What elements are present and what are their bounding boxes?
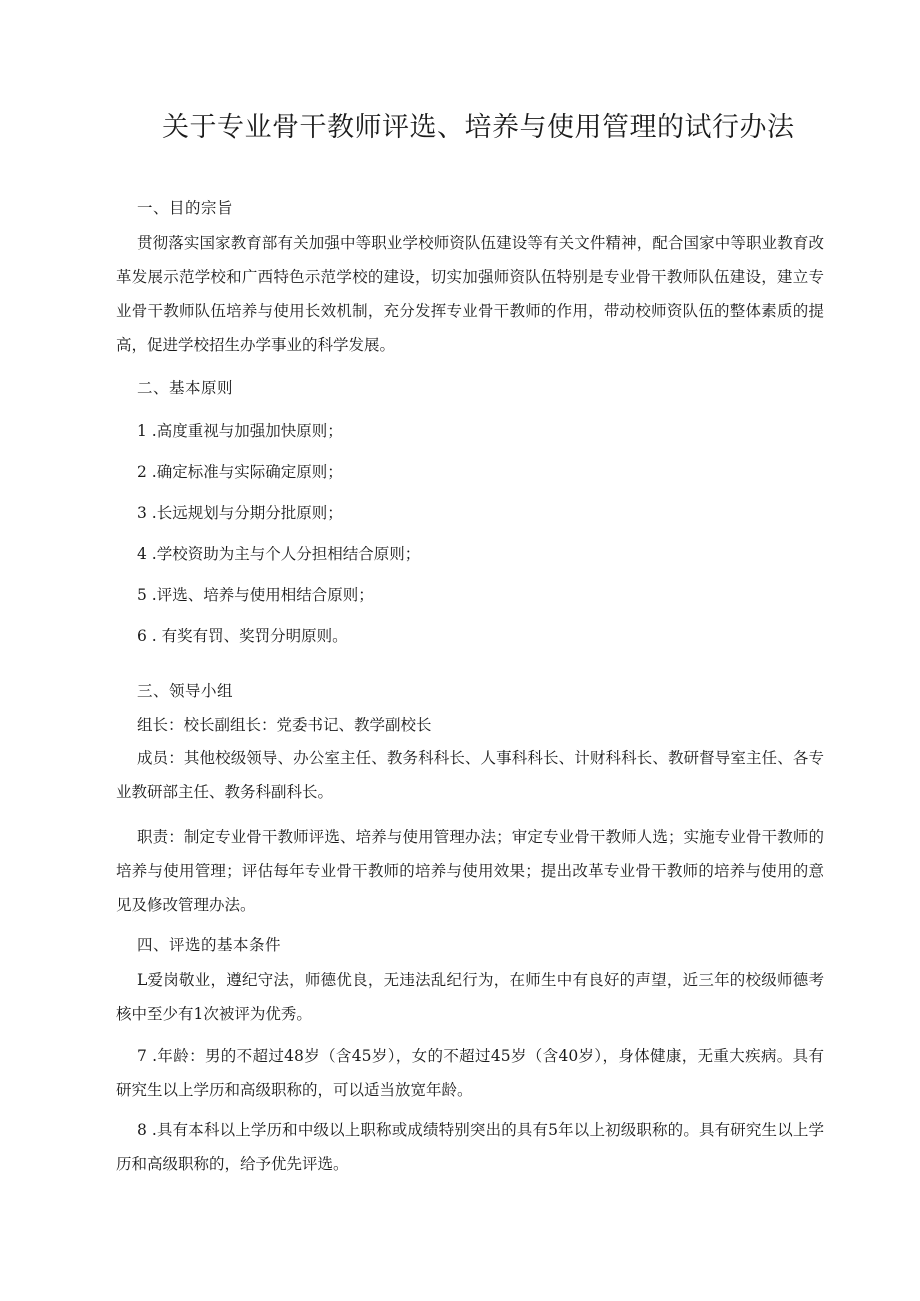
principle-item: 4 .学校资助为主与个人分担相结合原则；	[137, 545, 421, 563]
principle-item: 2 .确定标准与实际确定原则；	[137, 463, 343, 481]
criteria-paragraph-1: L爱岗敬业，遵纪守法，师德优良，无违法乱纪行为，在师生中有良好的声望，近三年的校级师德考核中至少有1次被评为优秀。	[116, 971, 824, 1023]
members-paragraph: 成员：其他校级领导、办公室主任、教务科科长、人事科科长、计财科科长、教研督导室主任、各专业教研部主任、教务科副科长。	[116, 749, 824, 801]
section-heading-principles: 二、基本原则	[137, 379, 234, 397]
duties-paragraph: 职责：制定专业骨干教师评选、培养与使用管理办法；审定专业骨干教师人选；实施专业骨干教师的培养与使用管理；评估每年专业骨干教师的培养与使用效果；提出改革专业骨干教师的培养与使用的意见及修改管理办法。	[116, 828, 824, 914]
document-title: 关于专业骨干教师评选、培养与使用管理的试行办法	[162, 112, 795, 143]
leader-line: 组长：校长副组长：党委书记、教学副校长	[137, 716, 432, 734]
purpose-paragraph: 贯彻落实国家教育部有关加强中等职业学校师资队伍建设等有关文件精神，配合国家中等职业教育改革发展示范学校和广西特色示范学校的建设，切实加强师资队伍特别是专业骨干教师队伍建设，建立专业骨干教师队伍培养与使用长效机制，充分发挥专业骨干教师的作用，带动校师资队伍的整体素质的提高，促进学校招生办学事业的科学发展。	[116, 234, 824, 354]
criteria-paragraph-3: 8 .具有本科以上学历和中级以上职称或成绩特别突出的具有5年以上初级职称的。具有研究生以上学历和高级职称的，给予优先评选。	[116, 1121, 824, 1173]
section-heading-criteria: 四、评选的基本条件	[137, 936, 282, 954]
principle-item: 6 . 有奖有罚、奖罚分明原则。	[137, 627, 348, 645]
principle-item: 1 .高度重视与加强加快原则；	[137, 422, 343, 440]
section-heading-purpose: 一、目的宗旨	[137, 199, 234, 217]
principle-item: 5 .评选、培养与使用相结合原则；	[137, 586, 374, 604]
criteria-paragraph-2: 7 .年龄：男的不超过48岁（含45岁），女的不超过45岁（含40岁），身体健康，无重大疾病。具有研究生以上学历和高级职称的，可以适当放宽年龄。	[116, 1047, 824, 1099]
section-heading-leadership: 三、领导小组	[137, 682, 234, 700]
principle-item: 3 .长远规划与分期分批原则；	[137, 504, 343, 522]
